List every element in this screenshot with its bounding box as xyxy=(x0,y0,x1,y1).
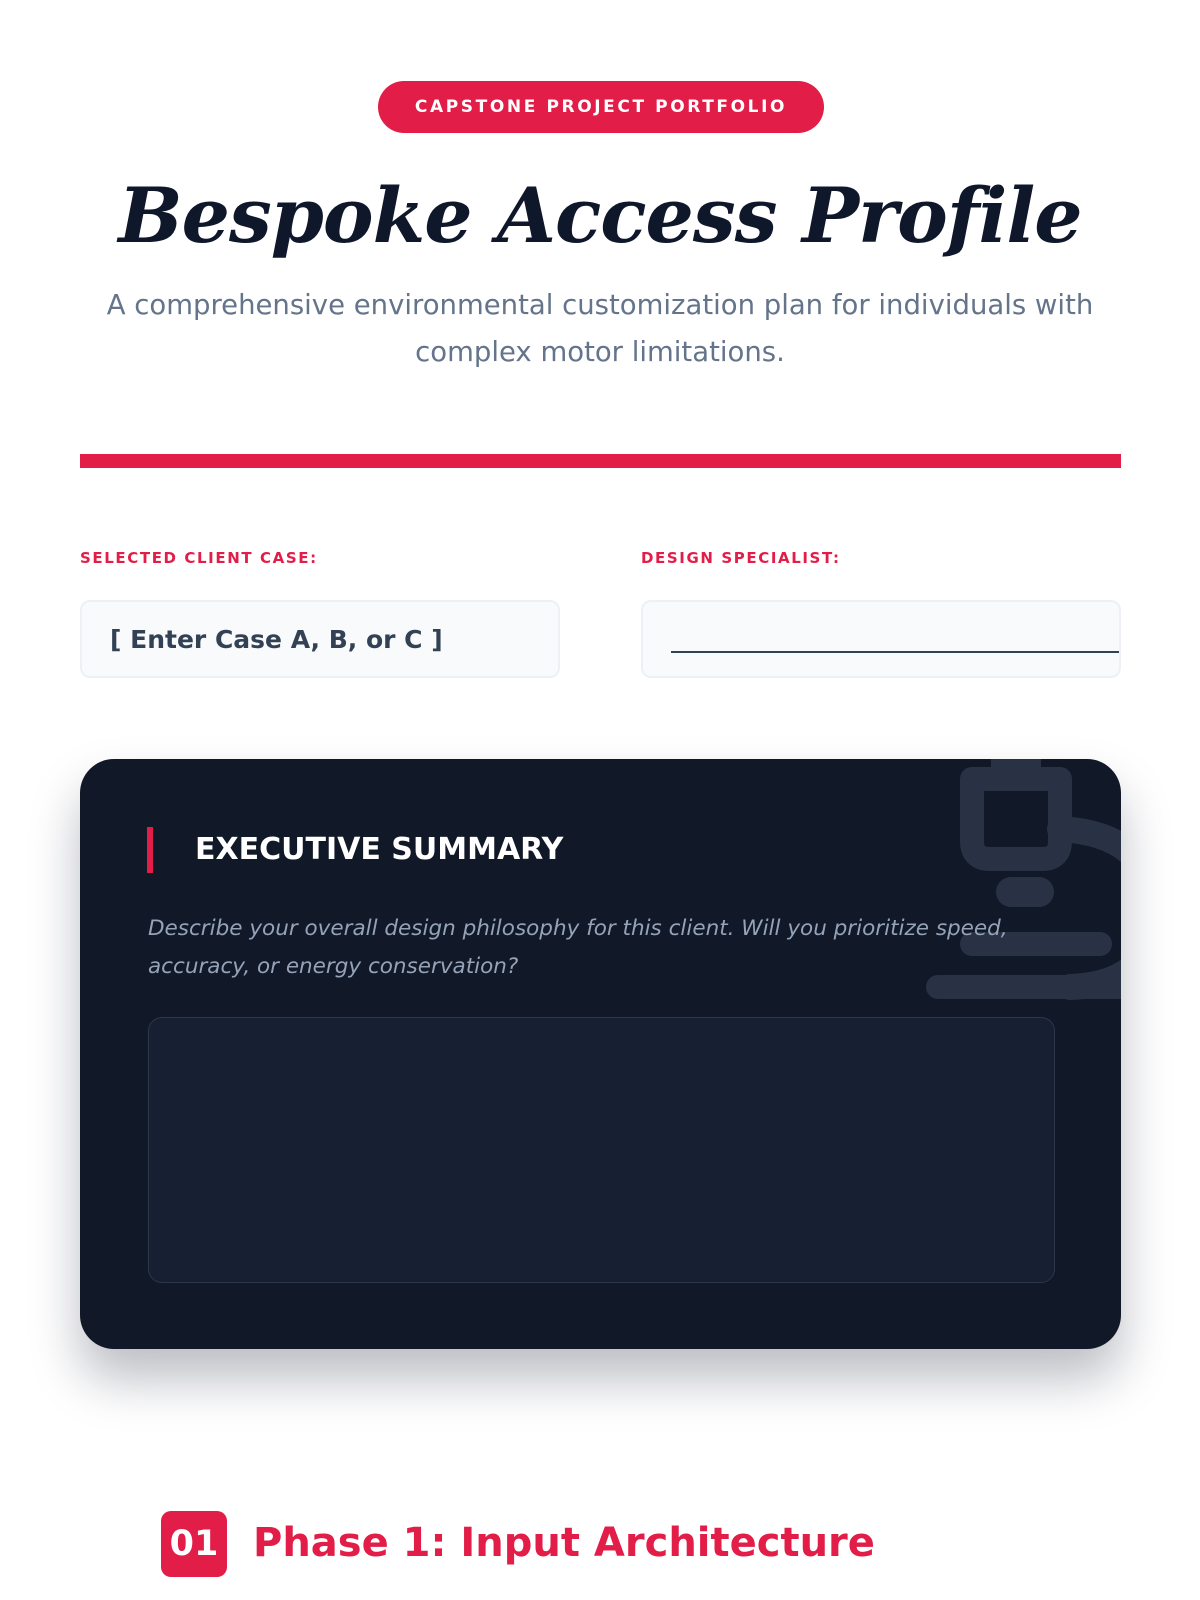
summary-title: EXECUTIVE SUMMARY xyxy=(195,832,564,867)
specialist-field[interactable] xyxy=(641,600,1121,678)
page-title: Bespoke Access Profile xyxy=(118,171,1082,260)
client-case-label: SELECTED CLIENT CASE: xyxy=(80,549,318,567)
page-subtitle: A comprehensive environmental customization plan for individuals with complex motor limitations. xyxy=(106,289,1094,368)
section-divider xyxy=(80,454,1121,468)
client-case-value: [ Enter Case A, B, or C ] xyxy=(110,624,443,654)
summary-accent-bar xyxy=(147,827,153,873)
phase-number-badge: 01 xyxy=(161,1511,227,1577)
phase-title: Phase 1: Input Architecture xyxy=(253,1520,875,1566)
portfolio-badge: CAPSTONE PROJECT PORTFOLIO xyxy=(378,81,824,133)
specialist-label: DESIGN SPECIALIST: xyxy=(641,549,841,567)
summary-textarea[interactable] xyxy=(148,1017,1055,1283)
client-case-field[interactable] xyxy=(80,600,560,678)
summary-prompt: Describe your overall design philosophy for this client. Will you prioritize speed, accuracy, or energy conservation? xyxy=(148,916,1008,979)
executive-summary-card xyxy=(80,759,1121,1349)
specialist-blank-line xyxy=(671,651,1119,653)
